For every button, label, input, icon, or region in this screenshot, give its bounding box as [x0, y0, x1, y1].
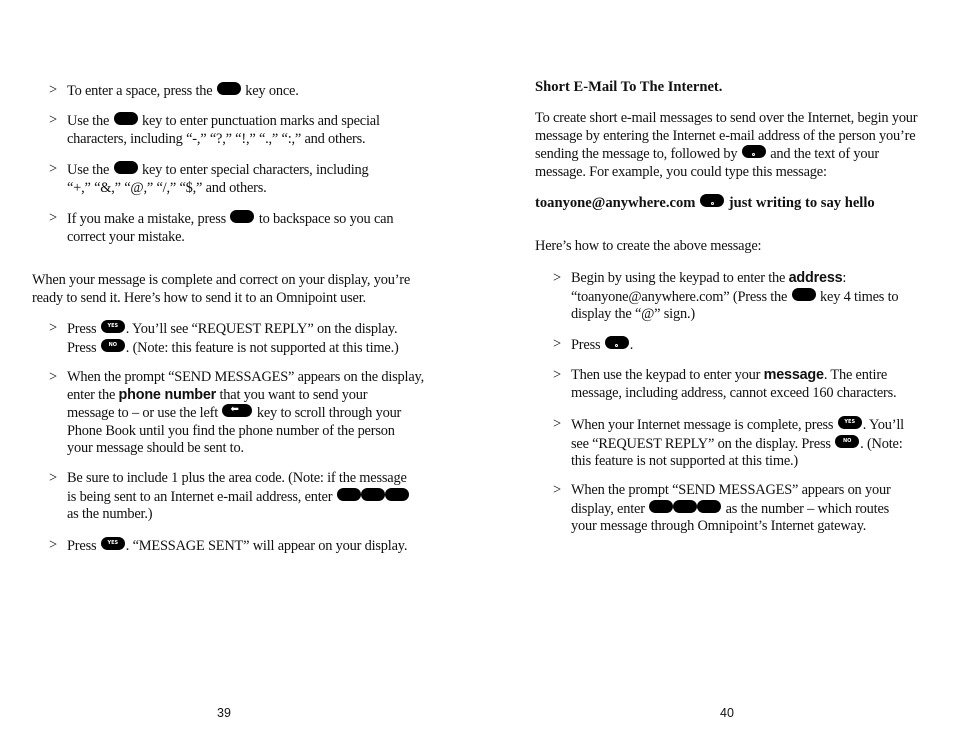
step-text: as the number – which routes [725, 500, 890, 517]
howto-text: Here’s how to create the above message: [535, 238, 762, 254]
bullet-marker: > [49, 82, 58, 98]
intro-line: message. For example, you could type this message: [535, 163, 827, 180]
step-text: Press [67, 538, 97, 554]
step-text: key to scroll through your [256, 405, 402, 422]
step-text: message, including address, cannot exceed 160 characters. [571, 384, 897, 401]
special-char-key-icon [114, 161, 138, 174]
intro-line: To create short e-mail messages to send over the Internet, begin your [535, 110, 918, 126]
bullet-marker: > [553, 367, 562, 383]
phone-key-icon [337, 488, 361, 501]
tip-text: key to enter punctuation marks and special [141, 113, 380, 129]
address-emphasis: address [788, 270, 843, 286]
intro-paragraph [535, 110, 917, 181]
bullet-marker: > [49, 161, 58, 177]
send-intro-paragraph [32, 272, 410, 307]
step-text: Press [67, 339, 97, 356]
four-key-icon [792, 288, 816, 301]
no-key-icon [835, 435, 859, 448]
tip-punctuation [67, 112, 380, 148]
paragraph-line: When your message is complete and correct on your display, you’re [32, 272, 411, 288]
message-emphasis: message [763, 367, 824, 383]
tip-text: key once. [245, 83, 299, 99]
phone-key-icon [649, 500, 673, 513]
phone-key-icon [673, 500, 697, 513]
bullet-marker: > [49, 112, 58, 128]
tip-text: Use the [67, 162, 110, 178]
step-text: as the number.) [67, 506, 153, 523]
send-key-icon [700, 194, 724, 207]
tip-text: If you make a mistake, press [67, 211, 227, 227]
step-text: : [842, 270, 847, 286]
step-text: display the “@” sign.) [571, 306, 695, 323]
tip-mistake [67, 210, 393, 246]
step-text: Be sure to include 1 plus the area code. (Note: if the message [67, 470, 407, 486]
step-text: display, enter [571, 500, 645, 517]
step-press-send [571, 336, 633, 355]
page-number: 40 [720, 706, 734, 720]
step-text: Then use the keypad to enter your [571, 367, 761, 383]
step-text: “toanyone@anywhere.com” (Press the [571, 288, 788, 305]
example-text: just writing to say hello [728, 195, 875, 211]
step-text: message to – or use the left [67, 405, 219, 422]
step-text: that you want to send your [219, 386, 368, 403]
step-text: . [629, 337, 634, 353]
punctuation-key-icon [114, 112, 138, 125]
yes-key-icon [838, 416, 862, 429]
right-page [477, 0, 954, 742]
step-text: . The entire [823, 367, 888, 383]
send-key-icon [605, 336, 629, 349]
bullet-marker: > [553, 270, 562, 286]
paragraph-line: ready to send it. Here’s how to send it to an Omnipoint user. [32, 289, 366, 306]
phone-key-icon [361, 488, 385, 501]
step-text: When your Internet message is complete, press [571, 417, 834, 433]
left-arrow-key-icon: ⬅ [222, 404, 252, 417]
step-send-gateway [571, 482, 891, 536]
tip-text: Use the [67, 113, 110, 129]
section-heading: Short E-Mail To The Internet. [535, 79, 723, 95]
no-key-label: NO [842, 437, 852, 444]
example-address: toanyone@anywhere.com [535, 195, 696, 211]
step-complete [571, 416, 904, 471]
step-area-code [67, 470, 410, 524]
phone-key-icon [385, 488, 409, 501]
tip-text: to backspace so you can [258, 211, 394, 227]
intro-line: sending the message to, followed by [535, 146, 738, 163]
step-enter-address [571, 270, 898, 324]
step-text: see “REQUEST REPLY” on the display. Press [571, 435, 831, 452]
step-text: When the prompt “SEND MESSAGES” appears on your [571, 482, 891, 498]
tip-text: To enter a space, press the [67, 83, 213, 99]
bullet-marker: > [49, 369, 58, 385]
step-text: . You’ll see “REQUEST REPLY” on the display. [125, 321, 398, 337]
backspace-key-icon [230, 210, 254, 223]
step-text: is being sent to an Internet e-mail address, enter [67, 488, 333, 505]
step-text: Press [571, 337, 601, 353]
step-text: . You’ll [862, 417, 904, 433]
step-text: . “MESSAGE SENT” will appear on your display. [125, 538, 408, 554]
bullet-marker: > [553, 336, 562, 352]
tip-text: characters, including “-,” “?,” “!,” “.,” “:,” and others. [67, 130, 366, 147]
step-enter-number [67, 369, 424, 458]
step-text: key 4 times to [820, 288, 899, 305]
yes-key-icon [101, 320, 125, 333]
tip-text: correct your mistake. [67, 228, 185, 245]
step-enter-message [571, 367, 896, 402]
bullet-marker: > [49, 320, 58, 336]
tip-text: key to enter special characters, including [141, 162, 369, 178]
example-message [535, 194, 875, 212]
phone-number-emphasis: phone number [118, 386, 217, 403]
step-text: . (Note: this feature is not supported at this time.) [125, 339, 399, 356]
step-text: your message through Omnipoint’s Internet gateway. [571, 518, 867, 535]
tip-special-chars [67, 161, 369, 197]
step-text: When the prompt “SEND MESSAGES” appears on the display, [67, 369, 424, 385]
step-text: Begin by using the keypad to enter the [571, 270, 786, 286]
yes-key-label: YES [107, 323, 119, 329]
send-key-icon [742, 145, 766, 158]
phone-key-icon [697, 500, 721, 513]
yes-key-label: YES [107, 540, 119, 546]
yes-key-label: YES [844, 419, 856, 425]
step-text: enter the [67, 386, 116, 403]
page-number: 39 [217, 706, 231, 720]
yes-key-icon [101, 537, 125, 550]
bullet-marker: > [49, 470, 58, 486]
bullet-marker: > [553, 416, 562, 432]
step-text: your message should be sent to. [67, 440, 244, 457]
step-message-sent [67, 537, 407, 556]
bullet-marker: > [49, 537, 58, 553]
intro-line: message by entering the Internet e-mail address of the person you’re [535, 127, 916, 144]
intro-line: and the text of your [770, 146, 879, 163]
tip-space [67, 82, 299, 101]
tip-text: “+,” “&,” “@,” “/,” “$,” and others. [67, 179, 267, 196]
step-text: this feature is not supported at this time.) [571, 453, 799, 470]
step-text: . (Note: [860, 435, 903, 452]
step-press-yes [67, 320, 399, 357]
no-key-icon [101, 339, 125, 352]
step-text: Press [67, 321, 97, 337]
bullet-marker: > [49, 210, 58, 226]
no-key-label: NO [108, 341, 118, 348]
bullet-marker: > [553, 482, 562, 498]
step-text: Phone Book until you find the phone number of the person [67, 422, 395, 439]
space-key-icon [217, 82, 241, 95]
